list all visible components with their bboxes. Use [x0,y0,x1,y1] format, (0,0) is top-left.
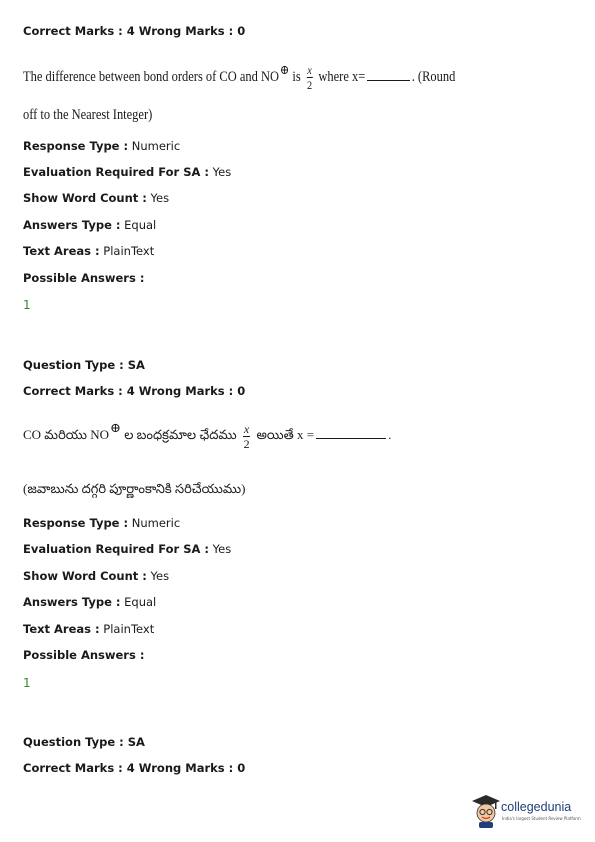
response-type-2: Response Type : Numeric [23,516,181,530]
answer-value-1: 1 [23,298,31,312]
text-areas-1: Text Areas : PlainText [23,244,155,258]
correct-marks-2: Correct Marks : 4 Wrong Marks : 0 [23,384,246,398]
answer-blank [316,437,386,439]
question-type-2: Question Type : SA [23,358,145,372]
possible-answers-1: Possible Answers : [23,271,145,285]
question-2-line-1: CO మరియు NO⊕ ల బంధక్రమాల ఛేదము $\frac{x}{2}$ అయితే x = . [23,420,392,451]
collegedunia-logo[interactable] [471,793,586,833]
response-type-1: Response Type : Numeric [23,139,181,153]
fraction-x-over-2: $\frac{x}{2}$ [306,63,313,93]
oplus-symbol: ⊕ [110,420,121,435]
show-word-count-1: Show Word Count : Yes [23,191,170,205]
text-areas-2: Text Areas : PlainText [23,622,155,636]
answer-value-2: 1 [23,676,31,690]
question-1-line-2: off to the Nearest Integer) [23,107,153,123]
answers-type-2: Answers Type : Equal [23,595,157,609]
evaluation-required-2: Evaluation Required For SA : Yes [23,542,232,556]
show-word-count-2: Show Word Count : Yes [23,569,170,583]
answer-blank [367,79,410,81]
graduate-mascot-icon [471,793,501,829]
correct-marks-1: Correct Marks : 4 Wrong Marks : 0 [23,24,246,38]
question-1-line-1: The difference between bond orders of CO and NO⊕ is $\frac{x}{2}$ where x= . (Round [23,62,456,93]
logo-tagline: India's largest Student Review Platform [502,816,581,821]
question-type-3: Question Type : SA [23,735,145,749]
oplus-symbol: ⊕ [279,62,290,77]
logo-wordmark: collegedunia [501,800,572,814]
fraction-x-over-2: $\frac{x}{2}$ [243,421,250,451]
answers-type-1: Answers Type : Equal [23,218,157,232]
correct-marks-3: Correct Marks : 4 Wrong Marks : 0 [23,761,246,775]
evaluation-required-1: Evaluation Required For SA : Yes [23,165,232,179]
question-2-line-2: (జవాబును దగ్గరి పూర్ణాంకానికి సరిచేయుము) [23,481,246,496]
possible-answers-2: Possible Answers : [23,648,145,662]
